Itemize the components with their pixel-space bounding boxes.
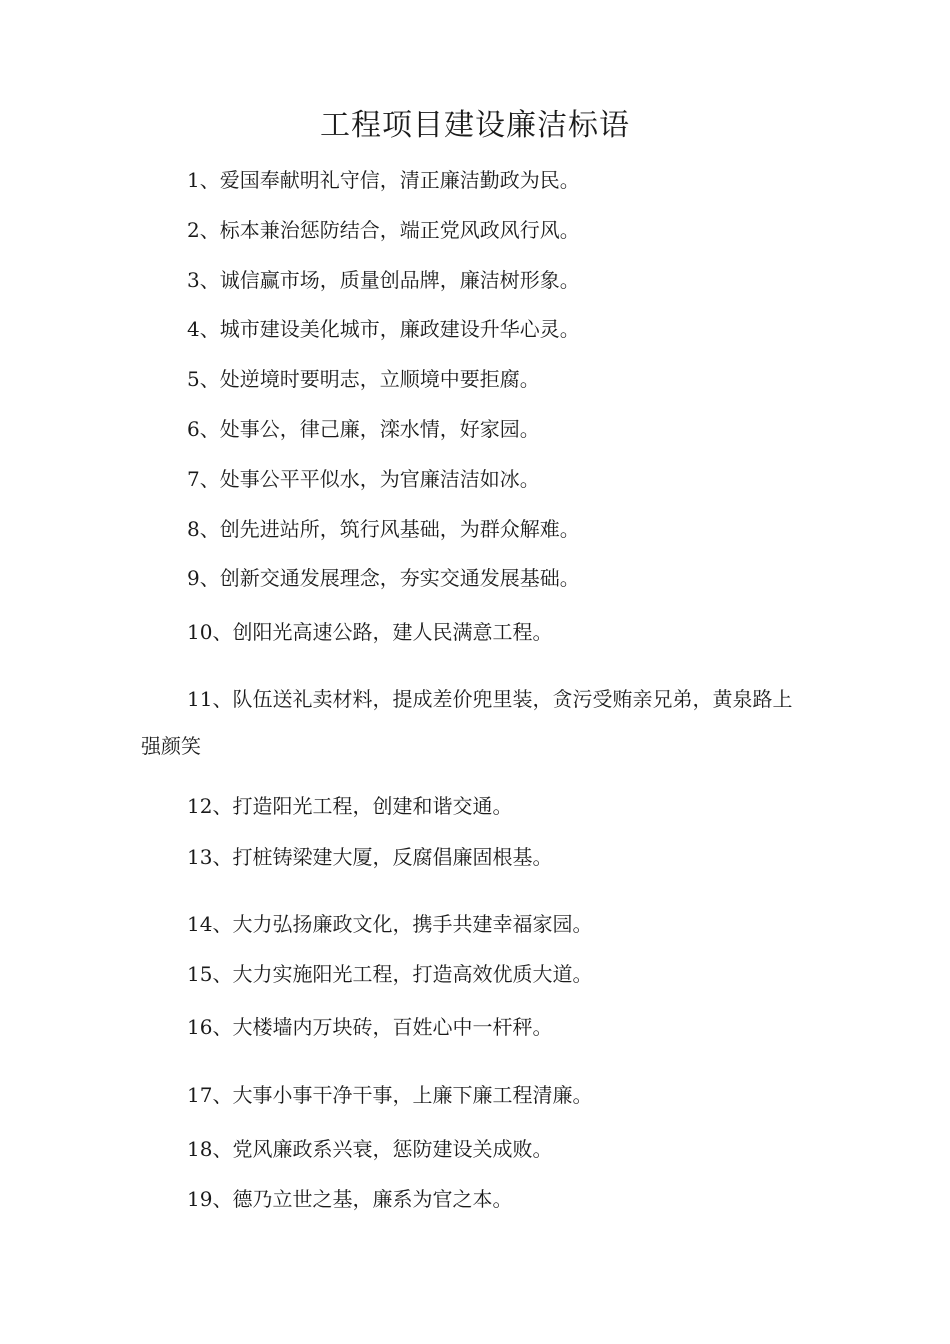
slogan-item: 14、大力弘扬廉政文化，携手共建幸福家园。 <box>187 912 593 936</box>
slogan-item: 4、城市建设美化城市，廉政建设升华心灵。 <box>187 317 580 341</box>
slogan-item: 13、打桩铸梁建大厦，反腐倡廉固根基。 <box>187 845 553 869</box>
slogan-item: 17、大事小事干净干事，上廉下廉工程清廉。 <box>187 1083 593 1107</box>
slogan-item: 6、处事公，律己廉，滦水情，好家园。 <box>187 417 540 441</box>
slogan-item: 15、大力实施阳光工程，打造高效优质大道。 <box>187 962 593 986</box>
slogan-item: 11、队伍送礼卖材料，提成差价兜里装，贪污受贿亲兄弟，黄泉路上强颜笑 <box>141 687 793 758</box>
slogan-item: 8、创先进站所，筑行风基础，为群众解难。 <box>187 517 580 541</box>
document-title: 工程项目建设廉洁标语 <box>320 108 630 143</box>
slogan-item: 16、大楼墙内万块砖，百姓心中一杆秤。 <box>187 1015 553 1039</box>
slogan-item: 3、诚信赢市场，质量创品牌，廉洁树形象。 <box>187 268 580 292</box>
slogan-item: 2、标本兼治惩防结合，端正党风政风行风。 <box>187 218 580 242</box>
slogan-item: 1、爱国奉献明礼守信，清正廉洁勤政为民。 <box>187 168 580 192</box>
slogan-item: 10、创阳光高速公路，建人民满意工程。 <box>187 620 553 644</box>
slogan-item: 12、打造阳光工程，创建和谐交通。 <box>187 794 513 818</box>
slogan-item: 18、党风廉政系兴衰，惩防建设关成败。 <box>187 1137 553 1161</box>
slogan-item: 9、创新交通发展理念，夯实交通发展基础。 <box>187 566 580 590</box>
slogan-item: 19、德乃立世之基，廉系为官之本。 <box>187 1187 513 1211</box>
slogan-item: 7、处事公平平似水，为官廉洁洁如冰。 <box>187 467 540 491</box>
slogan-item: 5、处逆境时要明志，立顺境中要拒腐。 <box>187 367 540 391</box>
